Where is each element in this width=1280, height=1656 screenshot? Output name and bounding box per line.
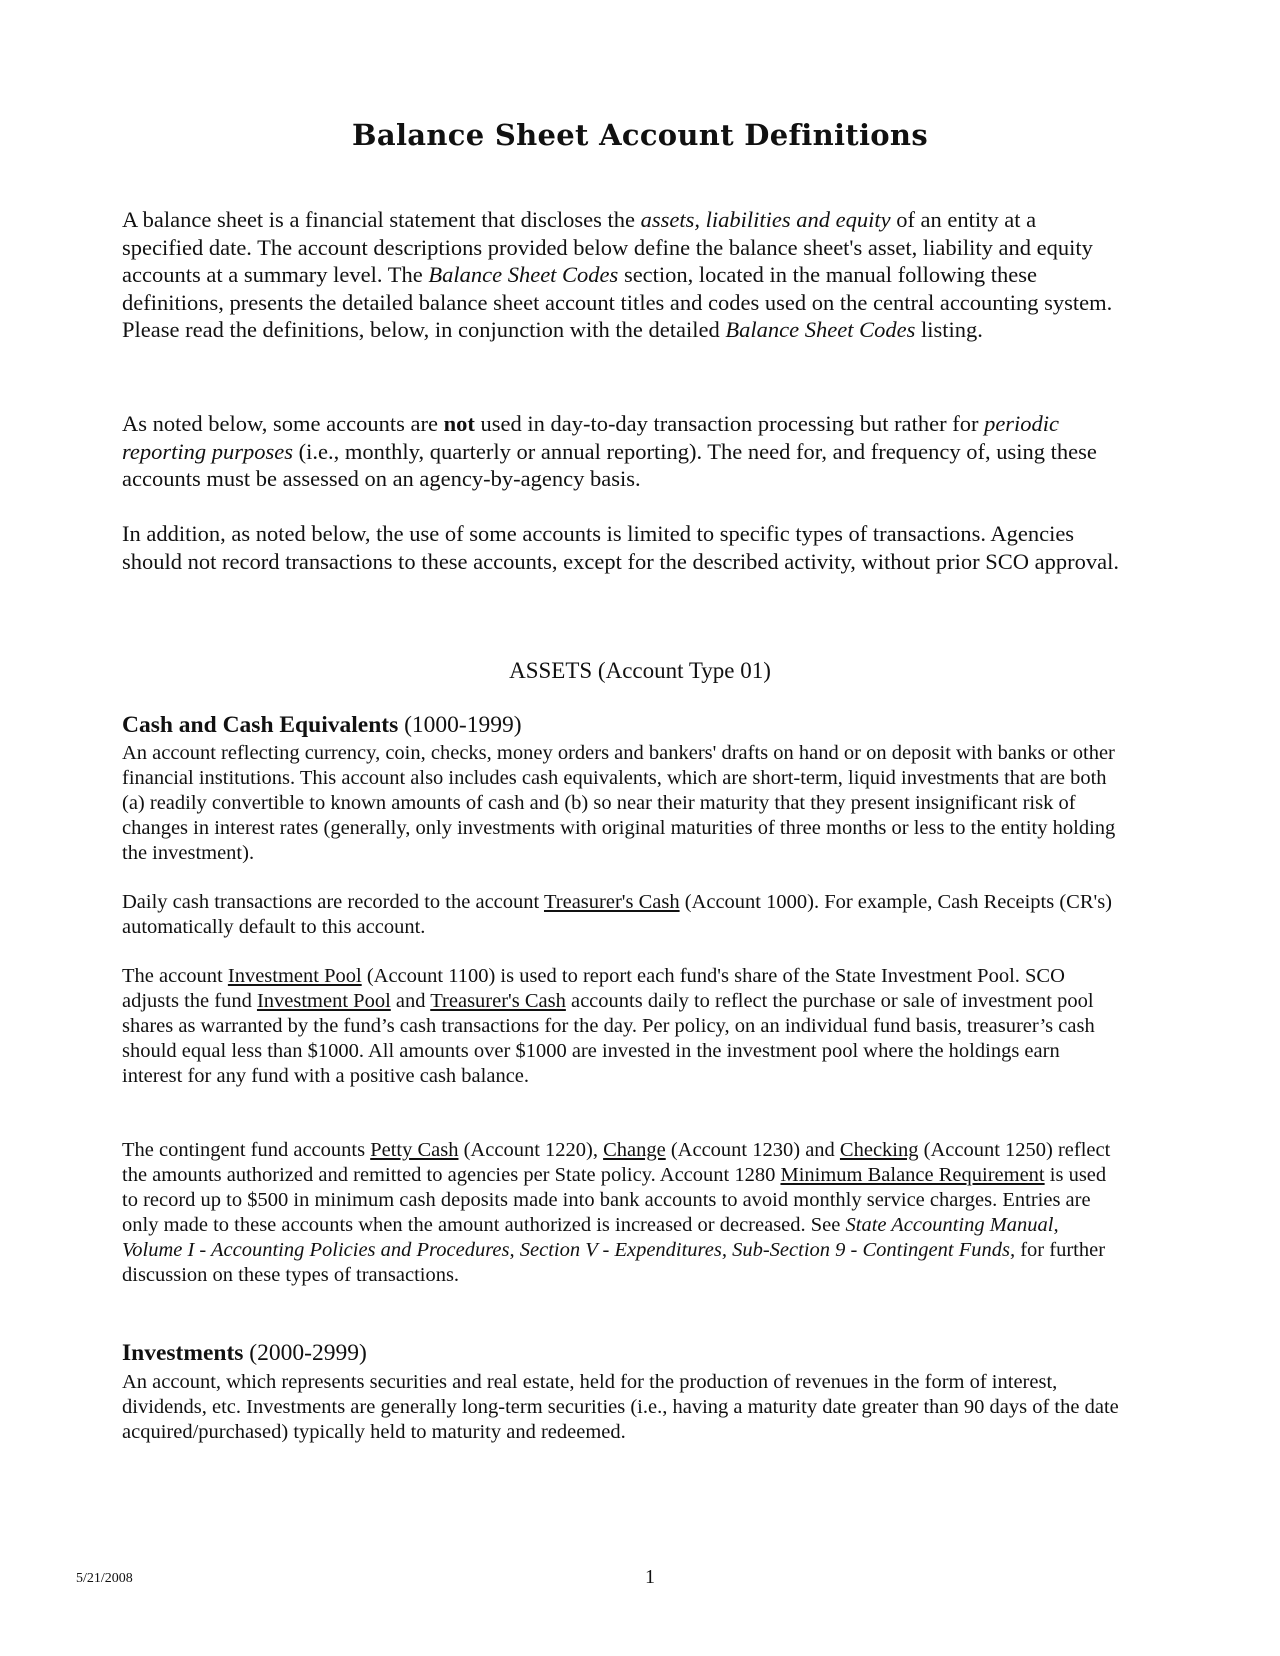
- investments-heading-range: (2000-2999): [243, 1340, 367, 1366]
- account-name: Minimum Balance Requirement: [780, 1164, 1045, 1186]
- intro-emphasis: Balance Sheet Codes: [725, 317, 916, 342]
- intro-paragraph-3: In addition, as noted below, the use of some accounts is limited to specific types of transactions. Agencies should not record transactions to these accounts, except for the described activity, without prior SCO approval.: [122, 521, 1120, 574]
- cash-heading: [122, 712, 522, 739]
- cash-definition: An account reflecting currency, coin, checks, money orders and bankers' drafts on hand or on deposit with banks or other financial institutions. This account also includes cash equivalents, which are short-term, liquid investments that are both (a) readily convertible to known amounts of cash and (b) so near their maturity that they present insignificant risk of changes in interest rates (generally, only investments with original maturities of three months or less to the entity holding the investment).: [122, 742, 1116, 864]
- cash-text: and: [390, 990, 431, 1012]
- intro-bold: not: [443, 411, 475, 436]
- intro-text: used in day-to-day transaction processing but rather for: [474, 411, 985, 436]
- account-name: Petty Cash: [370, 1139, 459, 1161]
- page-title: Balance Sheet Account Definitions: [352, 118, 928, 152]
- cash-text: for further discussion on these types of transactions.: [122, 1239, 1106, 1286]
- assets-label: ASSETS: [509, 658, 593, 683]
- page-number: 1: [645, 1566, 655, 1588]
- account-name: Treasurer's Cash: [543, 891, 680, 913]
- intro-emphasis: periodic reporting purposes: [122, 411, 1060, 464]
- intro-text: section, located in the manual following these definitions, presents the detailed balance sheet account titles and codes used on the central accounting system. Please read the definitions, below, in conjunction with the detailed: [122, 262, 1113, 342]
- assets-heading: [0, 658, 1280, 684]
- cash-investment-pool-paragraph: [122, 964, 1122, 1089]
- intro-text: listing.: [915, 317, 983, 342]
- cash-text: accounts daily to reflect the purchase or sale of investment pool shares as warranted by the fund’s cash transactions for the day. Per policy, on an individual fund basis, treasurer’s cash should equal less than $1000. All amounts over $1000 are invested in the investment pool where the holdings earn interest for any fund with a positive cash balance.: [122, 990, 1095, 1087]
- account-name: Change: [603, 1139, 666, 1161]
- assets-suffix: (Account Type 01): [592, 658, 771, 683]
- intro-text: A balance sheet is a financial statement that discloses the: [122, 207, 641, 232]
- cash-text: (Account 1250) reflect the amounts authorized and remitted to agencies per State policy. Account 1280: [122, 1139, 1111, 1186]
- cash-text: (Account 1000). For example, Cash Receipts (CR's) automatically default to this account.: [122, 891, 1112, 938]
- intro-text: As noted below, some accounts are: [122, 411, 444, 436]
- cash-text: Daily cash transactions are recorded to the account: [122, 891, 544, 913]
- investments-heading: [122, 1340, 367, 1367]
- account-name: Investment Pool: [256, 990, 391, 1012]
- cash-contingent-paragraph: [122, 1138, 1122, 1288]
- intro-text: of an entity at a specified date. The account descriptions provided below define the balance sheet's asset, liability and equity accounts at a summary level. The: [122, 207, 1093, 287]
- intro-paragraph-1: [122, 206, 1122, 344]
- intro-emphasis: Balance Sheet Codes: [428, 262, 619, 287]
- investments-heading-title: Investments: [122, 1340, 244, 1366]
- intro-paragraph-2: [122, 410, 1122, 493]
- cash-text: (Account 1230) and: [665, 1139, 840, 1161]
- cash-text: is used to record up to $500 in minimum cash deposits made into bank accounts to avoid monthly service charges. Entries are only made to these accounts when the amount authorized is increased or decreased. See: [122, 1164, 1107, 1236]
- investments-definition: An account, which represents securities and real estate, held for the production of revenues in the form of interest, dividends, etc. Investments are generally long-term securities (i.e., having a maturity date greater than 90 days of the date acquired/purchased) typically held to maturity and redeemed.: [122, 1371, 1119, 1443]
- cash-heading-range: (1000-1999): [398, 712, 522, 738]
- cash-heading-title: Cash and Cash Equivalents: [122, 712, 399, 738]
- account-name: Treasurer's Cash: [430, 990, 566, 1012]
- footer-date: 5/21/2008: [76, 1571, 133, 1586]
- account-name: Checking: [839, 1139, 919, 1161]
- intro-emphasis: assets, liabilities and equity: [640, 207, 891, 232]
- intro-text: (i.e., monthly, quarterly or annual reporting). The need for, and frequency of, using these accounts must be assessed on an agency-by-agency basis.: [122, 438, 1097, 491]
- cash-text: (Account 1220),: [458, 1139, 604, 1161]
- cash-text: (Account 1100) is used to report each fund's share of the State Investment Pool. SCO adjusts the fund: [122, 965, 1065, 1012]
- cash-text: The account: [122, 965, 228, 987]
- cash-text: The contingent fund accounts: [122, 1139, 371, 1161]
- manual-reference: State Accounting Manual, Volume I - Accounting Policies and Procedures, Section V - Expenditures, Sub-Section 9 - Contingent Funds,: [122, 1214, 1059, 1261]
- account-name: Investment Pool: [227, 965, 362, 987]
- cash-daily-paragraph: [122, 890, 1122, 940]
